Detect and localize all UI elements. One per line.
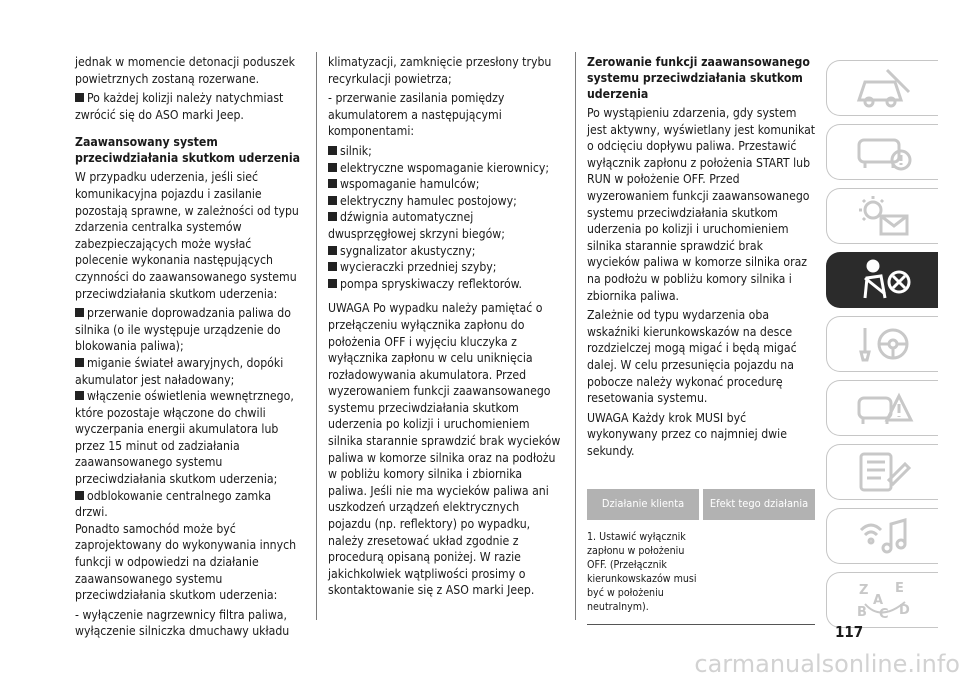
- bullet-square-icon: [328, 163, 337, 172]
- tab-maintenance[interactable]: [826, 444, 938, 500]
- paragraph: W przypadku uderzenia, jeśli sieć komunikacyjna pojazdu i zasilanie pozostają sprawne, w zależności od typu zdarzenia centralka systemów zabezpieczających może wysłać polecenie wykonania następujących czynności do zaawansowanego systemu przeciwdziałania skutkom uderzenia:: [75, 170, 299, 301]
- bullet-text: dźwignia automatycznej dwusprzęgłowej skrzyni biegów;: [328, 210, 505, 241]
- alphabet-index-icon: [851, 578, 915, 622]
- tab-safety[interactable]: [826, 252, 938, 308]
- bullet-text: odblokowanie centralnego zamka drzwi.: [75, 488, 272, 520]
- bullet-text: wspomaganie hamulców;: [340, 177, 480, 192]
- bullet-item: [328, 243, 563, 260]
- bullet-square-icon: [328, 146, 337, 155]
- bullet-item: [328, 193, 563, 210]
- tab-warnings[interactable]: [826, 124, 938, 180]
- seatbelt-airbag-icon: [851, 258, 915, 302]
- procedure-table: [587, 489, 815, 625]
- bullet-text: miganie świateł awaryjnych, dopóki akumulator jest naładowany;: [75, 355, 284, 387]
- bullet-item: [328, 259, 563, 276]
- paragraph: Po wystąpieniu zdarzenia, gdy system jest aktywny, wyświetlany jest komunikat o odcięciu dopływu paliwa. Przestawić wyłącznik zapłonu z położenia START lub RUN w położenie OFF. Przed wyzerowaniem funkcji zaawansowanego systemu przeciwdziałania skutkom uderzenia po kolizji i uruchomieniem silnika starannie sprawdzić brak wycieków paliwa w komorze silnika oraz na podłożu w pobliżu komory silnika i zbiornika paliwa.: [587, 106, 816, 303]
- bullet-text: pompa spryskiwaczy reflektorów.: [340, 276, 522, 291]
- bullet-list: [328, 143, 563, 292]
- table-cell-effect: [703, 530, 815, 614]
- watermark: carmanualsonline.info: [694, 650, 960, 678]
- bullet-text: przerwanie doprowadzania paliwa do silnika (o ile występuje urządzenie do blokowania paliwa);: [75, 306, 291, 354]
- bullet-square-icon: [75, 358, 84, 367]
- bullet-item: [75, 488, 303, 521]
- table-header-effect: Efekt tego działania: [703, 489, 815, 520]
- bullet-square-icon: [75, 308, 84, 317]
- bullet-square-icon: [328, 279, 337, 288]
- tab-emergency[interactable]: [826, 380, 938, 436]
- text-column-3: [587, 54, 817, 625]
- bullet-square-icon: [328, 262, 337, 271]
- tab-lights[interactable]: [826, 188, 938, 244]
- note-paragraph: UWAGA Po wypadku należy pamiętać o przełączeniu wyłącznika zapłonu do położenia OFF i wyjęciu kluczyka z wyłącznika zapłonu w celu uniknięcia rozładowywania akumulatora. Przed wyzerowaniem funkcji zaawansowanego systemu przeciwdziałania skutkom uderzenia po kolizji i uruchomieniem silnika starannie sprawdzić brak wycieków paliwa w komorze silnika oraz na podłożu w pobliżu komory silnika i zbiornika paliwa. Jeśli nie ma wycieków paliwa ani uszkodzeń urządzeń elektrycznych pojazdu (np. reflektory) po wypadku, należy zresetować układ zgodnie z procedurą opisaną poniżej. W razie jakichkolwiek wątpliwości prosimy o skontaktowanie się z ASO marki Jeep.: [328, 301, 561, 598]
- table-header: [587, 489, 815, 520]
- svg-text:A: A: [872, 593, 883, 608]
- steering-key-icon: [851, 322, 915, 366]
- bullet-item: [75, 388, 303, 488]
- page-number: 117: [835, 623, 864, 641]
- section-heading: Zaawansowany system przeciwdziałania skutkom uderzenia: [75, 135, 300, 166]
- paragraph: klimatyzacji, zamknięcie przesłony trybu recyrkulacji powietrza;: [328, 55, 552, 86]
- table-header-action: Działanie klienta: [587, 489, 699, 520]
- bullet-square-icon: [328, 179, 337, 188]
- svg-text:E: E: [894, 581, 904, 596]
- bullet-item: [328, 176, 563, 193]
- column-divider: [575, 52, 576, 620]
- bullet-item: [75, 90, 303, 123]
- bullet-square-icon: [328, 246, 337, 255]
- svg-text:Z: Z: [858, 583, 868, 598]
- svg-text:C: C: [878, 607, 889, 622]
- bullet-item: [328, 160, 563, 177]
- multimedia-icon: [851, 514, 915, 558]
- bullet-item: [75, 305, 303, 355]
- bullet-text: elektryczne wspomaganie kierownicy;: [340, 160, 550, 175]
- bullet-text: Po każdej kolizji należy natychmiast zwrócić się do ASO marki Jeep.: [75, 91, 284, 122]
- tab-starting[interactable]: [826, 316, 938, 372]
- paragraph: Zależnie od typu wydarzenia oba wskaźniki kierunkowskazów na desce rozdzielczej mogą migać i będą migać dalej. W celu przesunięcia pojazdu na pobocze należy wykonać procedurę resetowania systemu.: [587, 308, 797, 406]
- tab-multimedia[interactable]: [826, 508, 938, 564]
- table-cell-action: 1. Ustawić wyłącznik zapłonu w położeniu OFF. (Przełącznik kierunkowskazów musi być w położeniu neutralnym).: [587, 531, 697, 614]
- bullet-square-icon: [75, 491, 84, 500]
- bullet-text: włączenie oświetlenia wewnętrznego, które pozostaje włączone do chwili wyczerpania energii akumulatora lub przez 15 minut od zadziałania zaawansowanego systemu przeciwdziałania skutkom uderzenia;: [75, 389, 294, 487]
- bullet-text: wycieraczki przedniej szyby;: [340, 260, 497, 275]
- bullet-text: sygnalizator akustyczny;: [340, 243, 476, 258]
- bullet-text: silnik;: [340, 143, 372, 158]
- svg-text:D: D: [898, 603, 910, 618]
- text-column-2: [328, 54, 563, 602]
- car-dashboard-icon: [851, 66, 915, 110]
- paragraph: jednak w momencie detonacji poduszek powietrznych zostaną rozerwane.: [75, 55, 295, 86]
- car-warning-icon: [851, 130, 915, 174]
- tab-index[interactable]: [826, 572, 938, 628]
- tab-dashboard[interactable]: [826, 60, 938, 116]
- note-paragraph: UWAGA Każdy krok MUSI być wykonywany przez co najmniej dwie sekundy.: [587, 410, 787, 458]
- paragraph: Ponadto samochód może być zaprojektowany do wykonywania innych funkcji w odpowiedzi na działanie zaawansowanego systemu przeciwdziałania skutkom uderzenia:: [75, 521, 297, 603]
- bullet-item: [75, 355, 303, 388]
- bullet-item: [328, 276, 563, 293]
- chapter-tabs: [826, 60, 938, 636]
- text-column-1: [75, 54, 303, 643]
- service-checklist-icon: [851, 450, 915, 494]
- bullet-item: [328, 209, 563, 242]
- bullet-text: elektryczny hamulec postojowy;: [340, 193, 517, 208]
- svg-text:B: B: [856, 605, 867, 620]
- bullet-square-icon: [328, 196, 337, 205]
- emergency-triangle-icon: [851, 386, 915, 430]
- column-divider: [316, 52, 317, 620]
- light-mail-icon: [851, 194, 915, 238]
- section-heading: Zerowanie funkcji zaawansowanego systemu przeciwdziałania skutkom uderzenia: [587, 55, 810, 101]
- paragraph: - wyłączenie nagrzewnicy filtra paliwa, wyłączenie silniczka dmuchawy układu: [75, 607, 290, 639]
- bullet-item: [328, 143, 563, 160]
- bullet-square-icon: [75, 391, 84, 400]
- table-row: [587, 520, 815, 625]
- paragraph: - przerwanie zasilania pomiędzy akumulatorem a następującymi komponentami:: [328, 91, 505, 139]
- bullet-square-icon: [328, 212, 337, 221]
- bullet-square-icon: [75, 93, 84, 102]
